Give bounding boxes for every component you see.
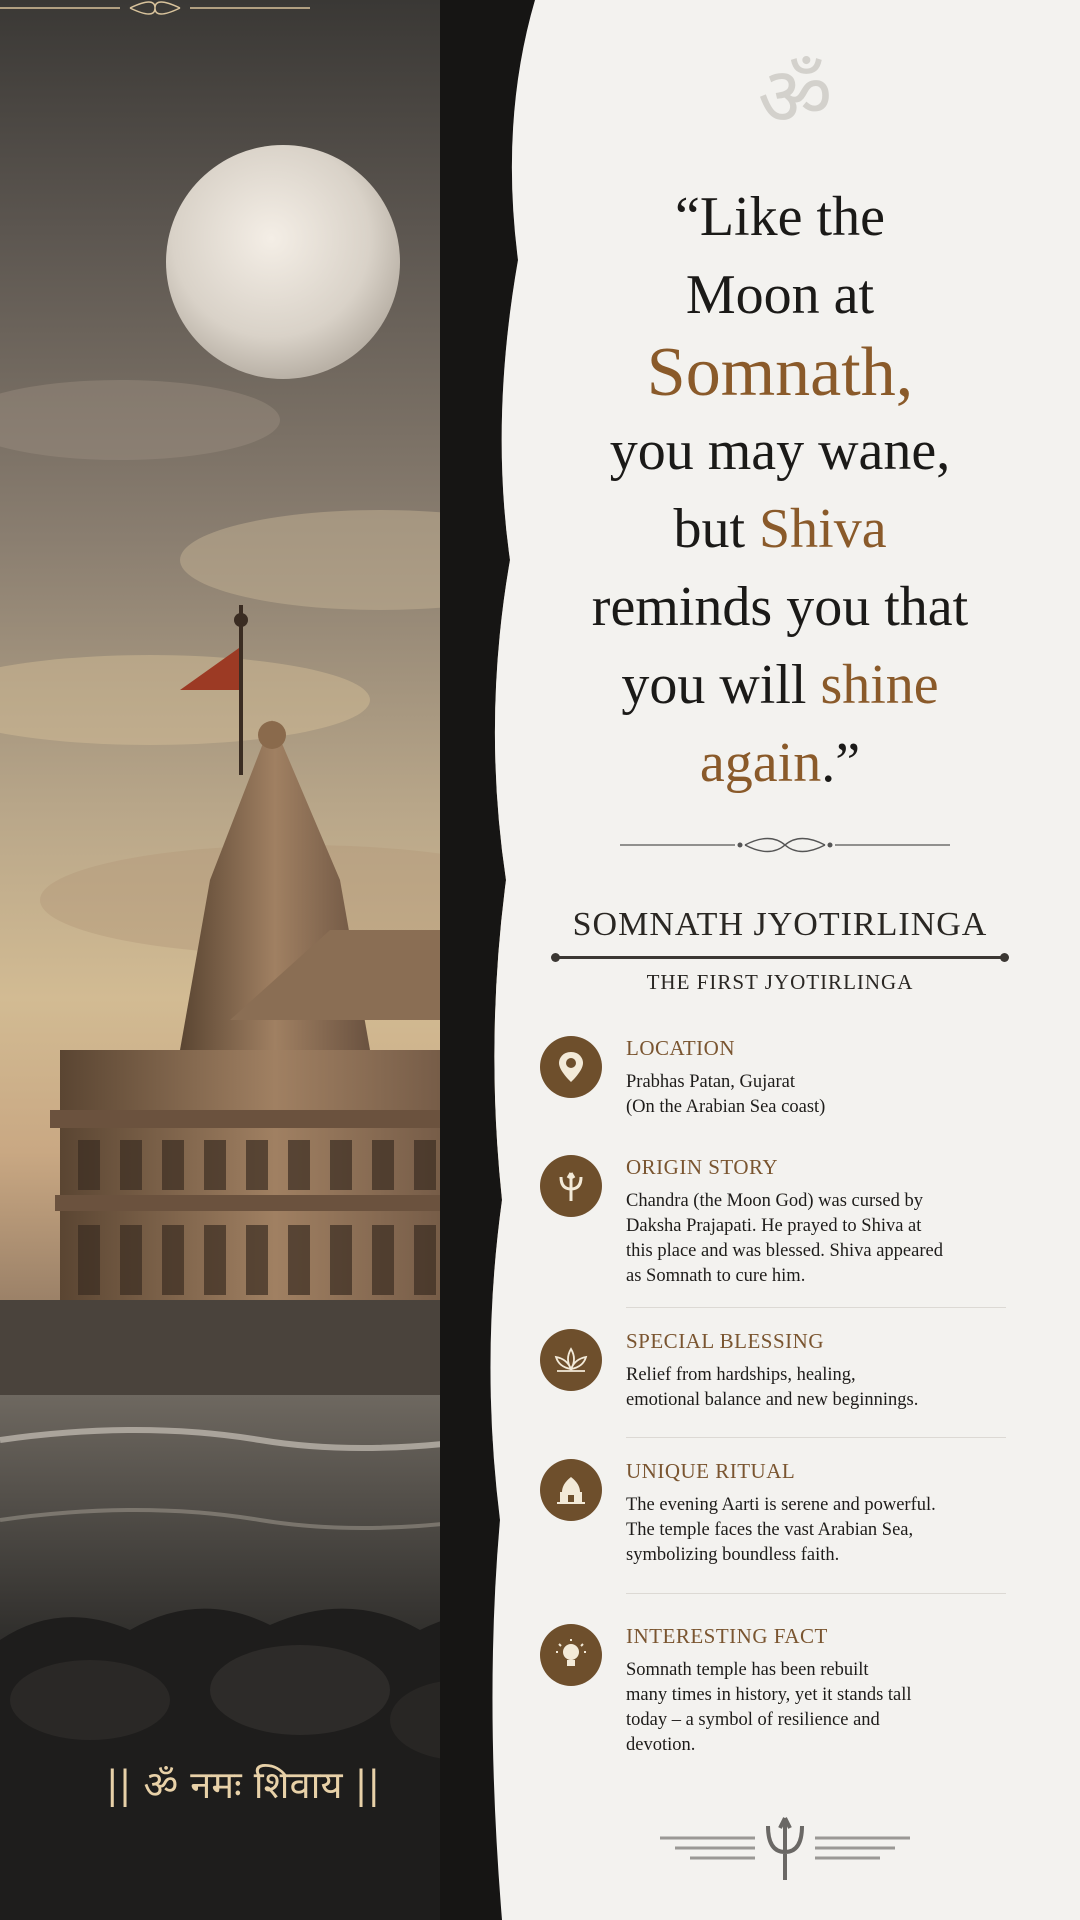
quote-line: again.” bbox=[699, 732, 861, 794]
om-icon: ॐ bbox=[757, 50, 833, 145]
quote-highlight-somnath: Somnath, bbox=[646, 334, 914, 411]
moon bbox=[166, 145, 400, 379]
lotus-icon bbox=[540, 1329, 602, 1391]
separator bbox=[626, 1593, 1006, 1594]
section-subtitle: THE FIRST JYOTIRLINGA bbox=[646, 970, 914, 994]
item-label: ORIGIN STORY bbox=[626, 1155, 779, 1179]
item-text: Prabhas Patan, Gujarat (On the Arabian Sea coast) bbox=[626, 1072, 826, 1117]
quote-highlight-again: again bbox=[699, 732, 822, 794]
quote-line: Moon at bbox=[685, 264, 875, 326]
quote-line: reminds you that bbox=[591, 576, 969, 638]
separator bbox=[626, 1307, 1006, 1308]
quote-line: you will shine bbox=[621, 654, 939, 716]
quote-highlight-shine: shine bbox=[820, 654, 939, 716]
separator bbox=[626, 1437, 1006, 1438]
location-pin-icon bbox=[540, 1036, 602, 1098]
quote-line: “Like the bbox=[675, 186, 885, 248]
item-text: Relief from hardships, healing, emotional balance and new beginnings. bbox=[626, 1365, 919, 1410]
temple-icon bbox=[540, 1459, 602, 1521]
quote bbox=[540, 178, 1020, 802]
item-label: INTERESTING FACT bbox=[626, 1624, 828, 1648]
item-text: The evening Aarti is serene and powerful. The temple faces the vast Arabian Sea, symbolizing boundless faith. bbox=[626, 1495, 936, 1565]
trident-footer-icon bbox=[650, 1808, 920, 1884]
lightbulb-icon bbox=[540, 1624, 602, 1686]
item-text: Somnath temple has been rebuilt many times in history, yet it stands tall today – a symbol of resilience and devotion. bbox=[626, 1660, 912, 1755]
om-namah-shivaya-mantra: || ॐ नमः शिवाय || bbox=[105, 1763, 381, 1807]
title-rule bbox=[555, 956, 1005, 959]
quote-highlight-shiva: Shiva bbox=[759, 498, 887, 560]
quote-line: you may wane, bbox=[609, 420, 951, 482]
item-text: Chandra (the Moon God) was cursed by Daksha Prajapati. He prayed to Shiva at this place and was blessed. Shiva appeared as Somnath to cure him. bbox=[626, 1191, 943, 1286]
item-label: UNIQUE RITUAL bbox=[626, 1459, 796, 1483]
mantra-ornament-divider bbox=[0, 0, 310, 16]
item-label: SPECIAL BLESSING bbox=[626, 1329, 824, 1353]
trident-icon bbox=[540, 1155, 602, 1217]
ornament-divider bbox=[620, 834, 950, 856]
item-label: LOCATION bbox=[626, 1036, 735, 1060]
section-title: SOMNATH JYOTIRLINGA bbox=[572, 906, 988, 943]
quote-line: but Shiva bbox=[673, 498, 887, 560]
